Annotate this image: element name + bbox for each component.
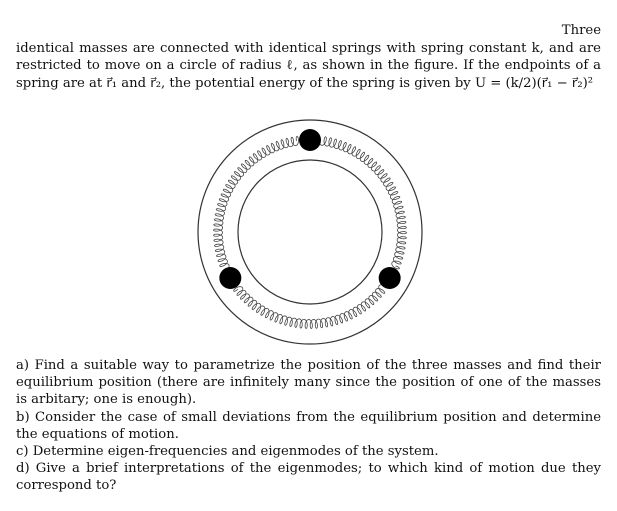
question-a: a) Find a suitable way to parametrize the position of the three masses and find their equilibrium position (there are infinitely many since the position of one of the masses is arbitary; one is enough). (16, 358, 601, 408)
lead-word: Three (561, 23, 601, 38)
mass-1 (299, 129, 321, 151)
inner-ring (238, 160, 382, 304)
question-d: d) Give a brief interpretations of the eigenmodes; to which kind of motion due they correspond to? (16, 461, 601, 494)
springs-group (214, 136, 407, 328)
masses-on-circle-figure (190, 112, 430, 352)
question-b: b) Consider the case of small deviations from the equilibrium position and determine the equations of motion. (16, 409, 601, 442)
questions-list (16, 357, 601, 495)
intro-line-2: to move on a circle of radius ℓ, as shown in the figure. If the endpoints of a spring are at r⃗₁ (16, 58, 601, 91)
outer-ring (198, 120, 422, 344)
question-c: c) Determine eigen-frequencies and eigenmodes of the system. (16, 444, 439, 460)
mass-2 (219, 267, 241, 289)
intro-line-1: identical masses are connected with identical springs with spring constant k, and are restricted (16, 40, 601, 73)
spring-2 (234, 285, 385, 329)
mass-3 (379, 267, 401, 289)
intro-line-3: and r⃗₂, the potential energy of the spring is given by U = (k/2)(r⃗₁ − r⃗₂)² (121, 75, 594, 91)
problem-statement (16, 22, 601, 92)
spring-1 (214, 136, 299, 270)
